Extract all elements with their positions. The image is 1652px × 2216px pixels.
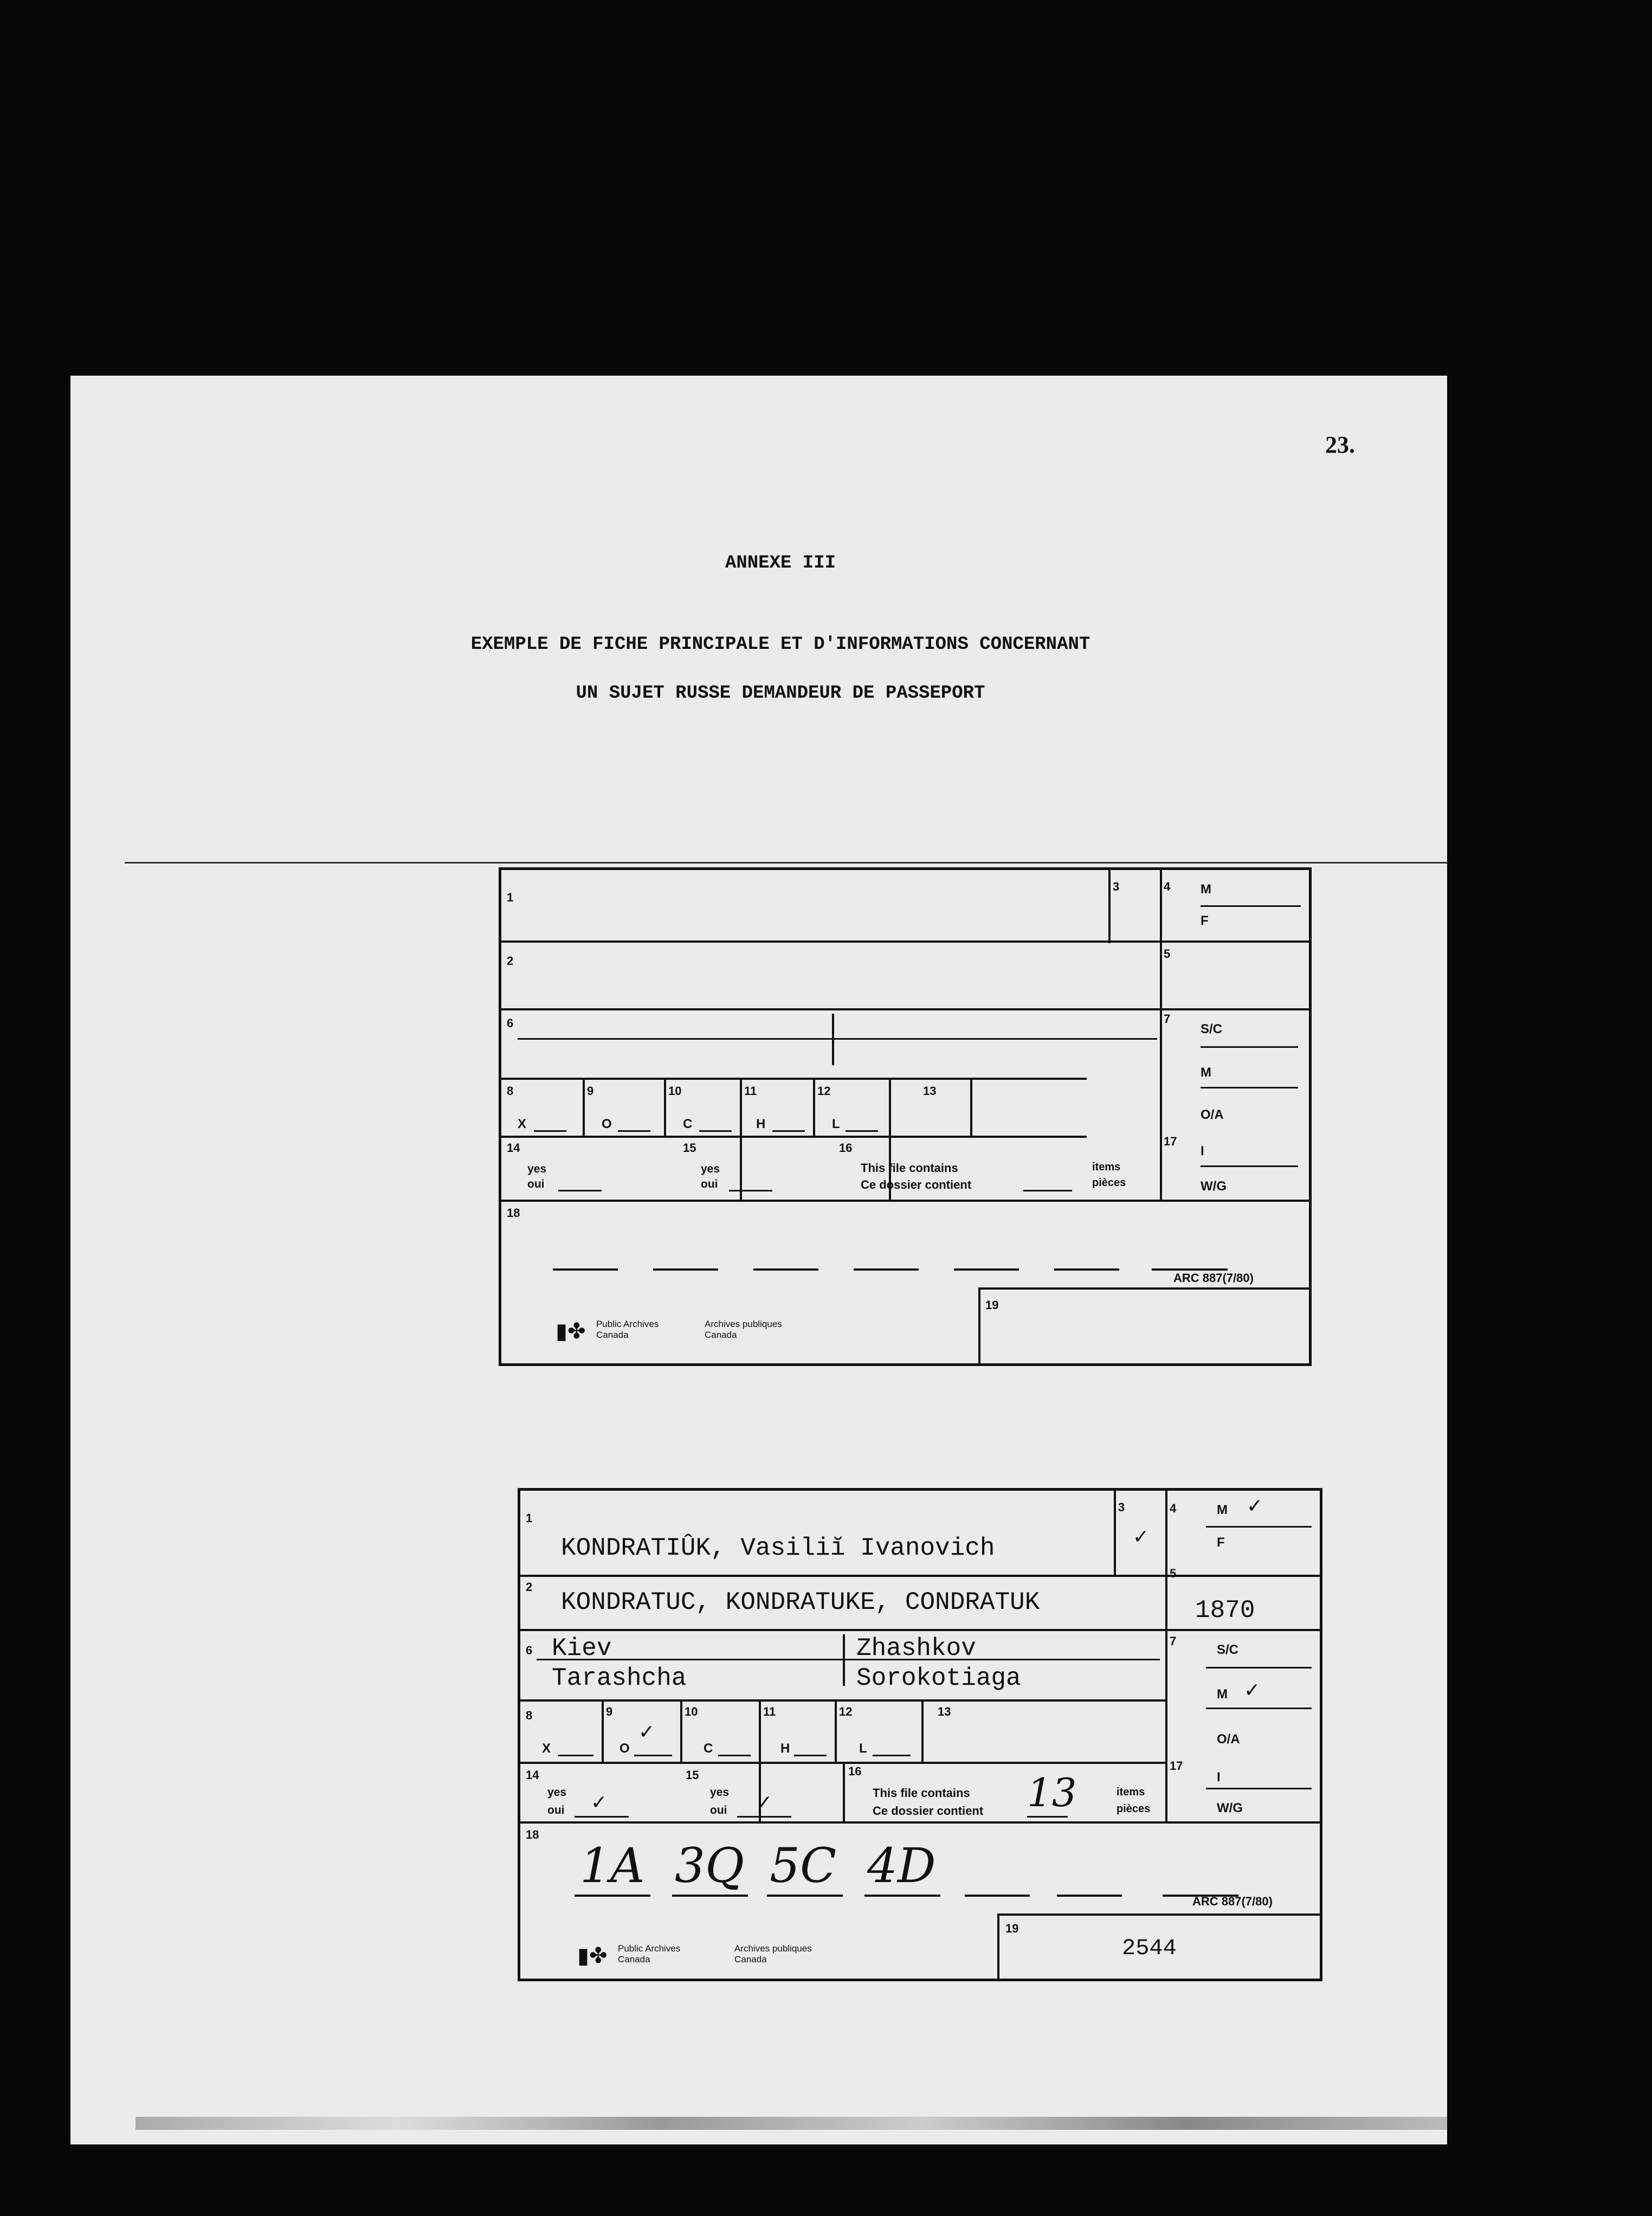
field-7-label: 7 xyxy=(1164,1012,1171,1026)
archives-en xyxy=(596,1319,659,1341)
sex-m-check: ✓ xyxy=(1247,1495,1263,1517)
oui-label: oui xyxy=(527,1178,545,1190)
archives-fr xyxy=(705,1319,782,1341)
field-3-check: ✓ xyxy=(1133,1526,1150,1548)
wg-label: W/G xyxy=(1201,1179,1227,1194)
separator-line xyxy=(125,862,1447,864)
archives-fr-line2: Canada xyxy=(705,1330,737,1340)
canada-flag-icon: ▮✤ xyxy=(577,1943,608,1968)
field-13-label: 13 xyxy=(923,1084,937,1098)
heading-line-2: UN SUJET RUSSE DEMANDEUR DE PASSEPORT xyxy=(576,683,985,704)
field-2-label: 2 xyxy=(507,954,514,968)
yes-14-check: ✓ xyxy=(591,1792,608,1814)
blank-line xyxy=(1023,1190,1072,1191)
field-4-label: 4 xyxy=(1170,1502,1177,1515)
o-label: O xyxy=(602,1117,612,1131)
field-6-label: 6 xyxy=(507,1016,514,1030)
c-label: C xyxy=(704,1741,713,1756)
annex-title: ANNEXE III xyxy=(725,553,836,574)
oui-label: oui xyxy=(701,1178,718,1190)
row-line xyxy=(1087,940,1309,943)
o-check: ✓ xyxy=(638,1721,655,1743)
row-line xyxy=(501,1078,1087,1080)
code-blank xyxy=(954,1268,1019,1271)
col-line xyxy=(1160,870,1162,1202)
col-line xyxy=(813,1078,815,1137)
col-line xyxy=(835,1699,837,1762)
row-line xyxy=(520,1821,1320,1824)
blank-line xyxy=(534,1130,566,1132)
place-tarashcha: Tarashcha xyxy=(552,1664,687,1692)
code-underline xyxy=(864,1895,940,1897)
place-sorokotiaga: Sorokotiaga xyxy=(856,1664,1021,1692)
col-line xyxy=(680,1699,682,1762)
wg-label: W/G xyxy=(1217,1801,1243,1815)
row-line xyxy=(997,1914,1320,1916)
l-label: L xyxy=(859,1741,867,1756)
field-16-label: 16 xyxy=(848,1764,862,1778)
items-count: 13 xyxy=(1027,1770,1077,1815)
field-13-label: 13 xyxy=(938,1705,951,1718)
subline xyxy=(1201,1165,1298,1167)
field-2-label: 2 xyxy=(526,1580,533,1594)
field-18-label: 18 xyxy=(526,1828,539,1841)
field-1-label: 1 xyxy=(526,1511,533,1525)
page-number: 23. xyxy=(1325,431,1355,458)
h-label: H xyxy=(780,1741,790,1756)
row-line xyxy=(501,940,1087,943)
col-line xyxy=(740,1078,742,1200)
blank-line xyxy=(873,1755,911,1756)
yes-label: yes xyxy=(701,1163,720,1175)
col-line xyxy=(978,1287,980,1363)
sc-label: S/C xyxy=(1201,1022,1223,1036)
field-9-label: 9 xyxy=(587,1084,594,1098)
col-line xyxy=(832,1014,834,1065)
oa-label: O/A xyxy=(1217,1732,1240,1747)
archives-en xyxy=(618,1943,680,1965)
col-line xyxy=(921,1699,924,1762)
field-12-label: 12 xyxy=(839,1705,853,1718)
birth-year: 1870 xyxy=(1195,1596,1255,1625)
sex-f-label: F xyxy=(1201,913,1209,928)
m-label: M xyxy=(1201,1065,1211,1080)
c-label: C xyxy=(683,1117,693,1131)
col-line xyxy=(1114,1491,1116,1575)
code-1: 1A xyxy=(580,1838,645,1893)
dossier-contient-label: Ce dossier contient xyxy=(873,1804,984,1818)
blank-line xyxy=(575,1816,629,1818)
col-line xyxy=(970,1078,972,1137)
code-blank xyxy=(854,1268,919,1271)
archives-en-line2: Canada xyxy=(618,1954,650,1964)
field-19-label: 19 xyxy=(985,1298,999,1312)
row-line xyxy=(520,1629,1320,1631)
code-blank xyxy=(965,1895,1030,1897)
pieces-label: pièces xyxy=(1092,1177,1126,1189)
h-label: H xyxy=(756,1117,766,1131)
i-label: I xyxy=(1217,1770,1221,1785)
code-underline xyxy=(672,1895,748,1897)
x-label: X xyxy=(542,1741,551,1756)
field-10-label: 10 xyxy=(668,1084,682,1098)
field-8-label: 8 xyxy=(526,1709,533,1722)
subject-name: KONDRATIÛK, Vasiliĭ Ivanovich xyxy=(561,1534,995,1562)
code-blank xyxy=(753,1268,818,1271)
code-underline xyxy=(767,1895,843,1897)
field-11-label: 11 xyxy=(744,1084,757,1098)
yes-label: yes xyxy=(547,1786,567,1799)
code-blank xyxy=(1152,1268,1228,1271)
archives-fr-line1: Archives publiques xyxy=(705,1319,782,1329)
archives-fr-line1: Archives publiques xyxy=(734,1943,812,1954)
field-11-label: 11 xyxy=(763,1705,776,1718)
field-15-label: 15 xyxy=(686,1768,699,1782)
subline xyxy=(1201,905,1301,907)
file-contains-label: This file contains xyxy=(873,1786,970,1800)
filled-card xyxy=(518,1488,1322,1981)
blank-line xyxy=(846,1130,878,1132)
row-line xyxy=(501,1008,1309,1010)
archives-en-line1: Public Archives xyxy=(618,1943,681,1954)
col-line xyxy=(1108,870,1111,943)
field-1-label: 1 xyxy=(507,891,514,904)
i-label: I xyxy=(1201,1144,1204,1158)
code-3: 5C xyxy=(770,1838,837,1893)
heading-line-1: EXEMPLE DE FICHE PRINCIPALE ET D'INFORMATIONS CONCERNANT xyxy=(470,634,1090,655)
blank-line xyxy=(558,1755,593,1756)
pieces-label: pièces xyxy=(1117,1803,1151,1815)
subline xyxy=(1206,1788,1312,1789)
row-line xyxy=(537,1659,1160,1660)
yes-label: yes xyxy=(710,1786,730,1799)
l-label: L xyxy=(832,1117,840,1131)
archives-fr-line2: Canada xyxy=(734,1954,767,1964)
blank-line xyxy=(1027,1816,1068,1818)
code-4: 4D xyxy=(867,1838,936,1893)
blank-line xyxy=(737,1816,791,1818)
col-line xyxy=(843,1634,845,1686)
row-line xyxy=(520,1699,1165,1702)
code-blank xyxy=(1054,1268,1119,1271)
field-8-label: 8 xyxy=(507,1084,514,1098)
field-18-label: 18 xyxy=(507,1206,520,1220)
subline xyxy=(1201,1046,1298,1048)
col-line xyxy=(843,1762,845,1821)
blank-line xyxy=(794,1755,827,1756)
form-code: ARC 887(7/80) xyxy=(1173,1271,1254,1285)
items-label: items xyxy=(1092,1161,1121,1173)
blank-line xyxy=(634,1755,672,1756)
field-15-label: 15 xyxy=(683,1141,696,1155)
record-number: 2544 xyxy=(1122,1935,1177,1961)
yes-label: yes xyxy=(527,1163,547,1175)
field-10-label: 10 xyxy=(685,1705,698,1718)
oui-label: oui xyxy=(547,1804,565,1816)
field-16-label: 16 xyxy=(839,1141,853,1155)
scan-artifact xyxy=(135,2117,1447,2130)
row-line xyxy=(518,1038,1157,1040)
field-3-label: 3 xyxy=(1113,880,1120,893)
code-blank xyxy=(1057,1895,1122,1897)
yes-15-check: ✓ xyxy=(756,1792,773,1814)
m-check: ✓ xyxy=(1244,1679,1261,1702)
field-6-label: 6 xyxy=(526,1644,533,1657)
oui-label: oui xyxy=(710,1804,727,1816)
col-line xyxy=(664,1078,666,1137)
field-5-label: 5 xyxy=(1170,1567,1177,1580)
archives-fr xyxy=(734,1943,812,1965)
col-line xyxy=(997,1914,999,1981)
place-kiev: Kiev xyxy=(552,1634,612,1663)
code-blank xyxy=(553,1268,618,1271)
field-14-label: 14 xyxy=(507,1141,520,1155)
oa-label: O/A xyxy=(1201,1107,1224,1122)
sc-label: S/C xyxy=(1217,1642,1239,1657)
field-14-label: 14 xyxy=(526,1768,539,1782)
blank-line xyxy=(699,1130,732,1132)
blank-line xyxy=(718,1755,751,1756)
field-19-label: 19 xyxy=(1005,1922,1019,1935)
dossier-contient-label: Ce dossier contient xyxy=(861,1178,972,1191)
archives-en-line1: Public Archives xyxy=(596,1319,659,1329)
code-blank xyxy=(653,1268,718,1271)
subline xyxy=(1206,1708,1312,1709)
field-4-label: 4 xyxy=(1164,880,1171,893)
subline xyxy=(1201,1087,1298,1088)
field-3-label: 3 xyxy=(1118,1500,1125,1514)
field-12-label: 12 xyxy=(817,1084,831,1098)
blank-line xyxy=(618,1130,650,1132)
blank-card xyxy=(499,867,1312,1366)
sex-f-label: F xyxy=(1217,1535,1225,1550)
row-line xyxy=(501,1200,1309,1202)
field-7-label: 7 xyxy=(1170,1634,1177,1648)
name-variants: KONDRATUC, KONDRATUKE, CONDRATUK xyxy=(561,1588,1040,1616)
m-label: M xyxy=(1217,1687,1228,1702)
form-code: ARC 887(7/80) xyxy=(1192,1895,1273,1908)
field-9-label: 9 xyxy=(606,1705,613,1718)
field-5-label: 5 xyxy=(1164,947,1171,961)
blank-line xyxy=(558,1190,602,1191)
subline xyxy=(1206,1526,1312,1528)
sex-m-label: M xyxy=(1217,1503,1228,1517)
o-label: O xyxy=(620,1741,630,1756)
blank-line xyxy=(772,1130,805,1132)
row-line xyxy=(501,1136,1087,1138)
place-zhashkov: Zhashkov xyxy=(856,1634,976,1663)
code-2: 3Q xyxy=(675,1838,745,1893)
file-contains-label: This file contains xyxy=(861,1161,958,1175)
archives-en-line2: Canada xyxy=(596,1330,629,1340)
x-label: X xyxy=(518,1117,527,1131)
blank-line xyxy=(729,1190,772,1191)
canada-flag-icon: ▮✤ xyxy=(556,1319,586,1344)
row-line xyxy=(978,1287,1309,1290)
items-label: items xyxy=(1117,1786,1145,1798)
subline xyxy=(1206,1667,1312,1669)
col-line xyxy=(602,1699,604,1762)
col-line xyxy=(583,1078,585,1137)
code-underline xyxy=(575,1895,650,1897)
sex-m-label: M xyxy=(1201,882,1211,897)
field-17-label: 17 xyxy=(1170,1759,1183,1773)
row-line xyxy=(520,1575,1320,1577)
col-line xyxy=(1165,1491,1167,1822)
field-17-label: 17 xyxy=(1164,1135,1177,1148)
